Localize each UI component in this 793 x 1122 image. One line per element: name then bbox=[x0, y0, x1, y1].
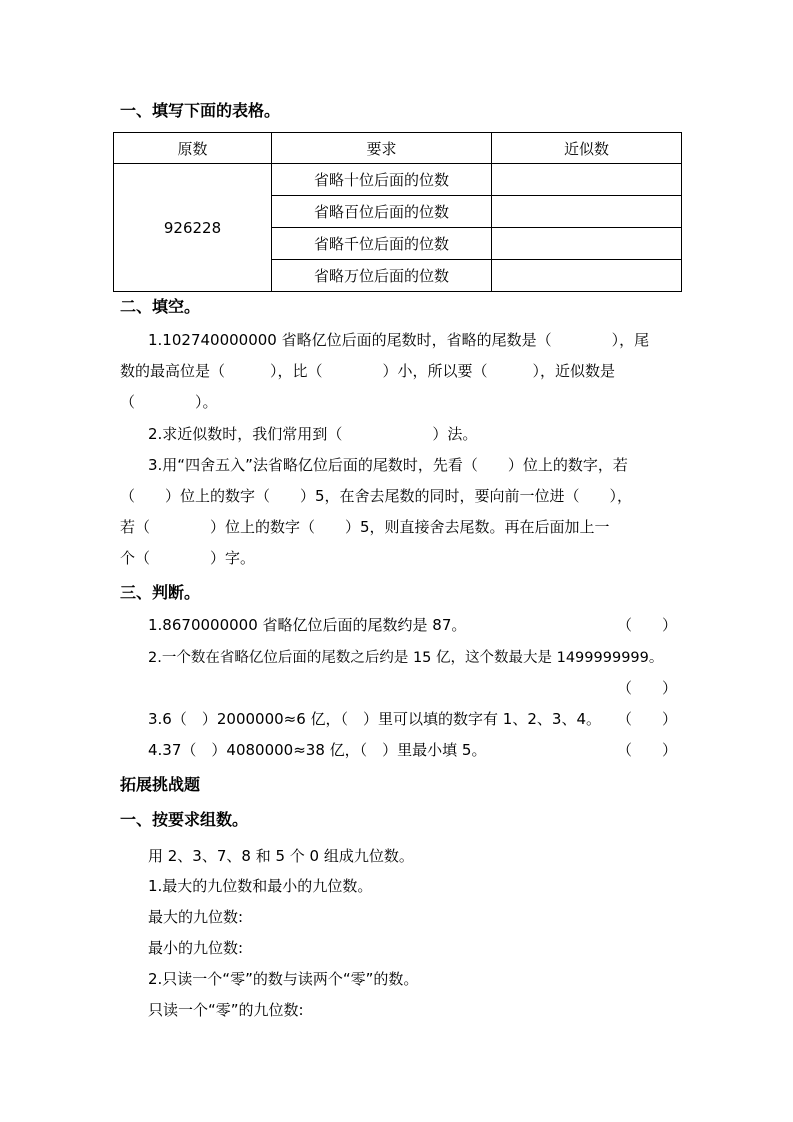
answer-cell[interactable] bbox=[492, 164, 682, 196]
fill-question-1-line1: 1.102740000000 省略亿位后面的尾数时，省略的尾数是（ ），尾 bbox=[148, 331, 650, 349]
table-header: 要求 bbox=[272, 133, 492, 164]
judge-answer-2[interactable]: （ ） bbox=[617, 679, 678, 697]
judge-item-4: 4.37（ ）4080000≈38 亿，（ ）里最小填 5。 bbox=[148, 741, 487, 759]
judge-item-2: 2.一个数在省略亿位后面的尾数之后约是 15 亿，这个数最大是 1499999999。 bbox=[148, 650, 664, 666]
fill-question-3-line4: 个（ ）字。 bbox=[120, 549, 256, 567]
requirement-cell: 省略百位后面的位数 bbox=[272, 196, 492, 228]
table-header: 近似数 bbox=[492, 133, 682, 164]
judge-answer-3[interactable]: （ ） bbox=[617, 710, 678, 728]
extension-line: 2.只读一个“零”的数与读两个“零”的数。 bbox=[148, 970, 419, 988]
original-number-cell: 926228 bbox=[114, 164, 272, 292]
fill-question-1-line2: 数的最高位是（ ），比（ ）小，所以要（ ），近似数是 bbox=[120, 362, 616, 380]
extension-heading: 拓展挑战题 bbox=[120, 775, 201, 794]
fill-question-3-line1: 3.用“四舍五入”法省略亿位后面的尾数时，先看（ ）位上的数字，若 bbox=[148, 456, 628, 474]
fill-question-1-line3: （ ）。 bbox=[120, 393, 218, 411]
judge-answer-4[interactable]: （ ） bbox=[617, 741, 678, 759]
answer-cell[interactable] bbox=[492, 228, 682, 260]
extension-line: 1.最大的九位数和最小的九位数。 bbox=[148, 877, 373, 895]
answer-cell[interactable] bbox=[492, 260, 682, 292]
judge-item-3: 3.6（ ）2000000≈6 亿，（ ）里可以填的数字有 1、2、3、4。 bbox=[148, 710, 601, 728]
fill-question-3-line2: （ ）位上的数字（ ）5，在舍去尾数的同时，要向前一位进（ ）， bbox=[120, 487, 633, 505]
extension-line: 用 2、3、7、8 和 5 个 0 组成九位数。 bbox=[148, 847, 414, 865]
table-header: 原数 bbox=[114, 133, 272, 164]
judge-answer-1[interactable]: （ ） bbox=[617, 616, 678, 634]
fill-question-2: 2.求近似数时，我们常用到（ ）法。 bbox=[148, 425, 478, 443]
section2-heading: 二、填空。 bbox=[120, 297, 201, 316]
section3-heading: 三、判断。 bbox=[120, 583, 201, 602]
extension-line: 只读一个“零”的九位数: bbox=[148, 1001, 304, 1019]
requirement-cell: 省略十位后面的位数 bbox=[272, 164, 492, 196]
judge-item-1: 1.8670000000 省略亿位后面的尾数约是 87。 bbox=[148, 616, 467, 634]
requirement-cell: 省略万位后面的位数 bbox=[272, 260, 492, 292]
fill-question-3-line3: 若（ ）位上的数字（ ）5，则直接舍去尾数。再在后面加上一 bbox=[120, 518, 610, 536]
requirement-cell: 省略千位后面的位数 bbox=[272, 228, 492, 260]
extension-line: 最小的九位数: bbox=[148, 939, 244, 957]
approximation-table bbox=[113, 132, 682, 292]
extension-sub-heading: 一、按要求组数。 bbox=[120, 810, 249, 829]
answer-cell[interactable] bbox=[492, 196, 682, 228]
section1-heading: 一、填写下面的表格。 bbox=[120, 101, 281, 120]
extension-line: 最大的九位数: bbox=[148, 908, 244, 926]
